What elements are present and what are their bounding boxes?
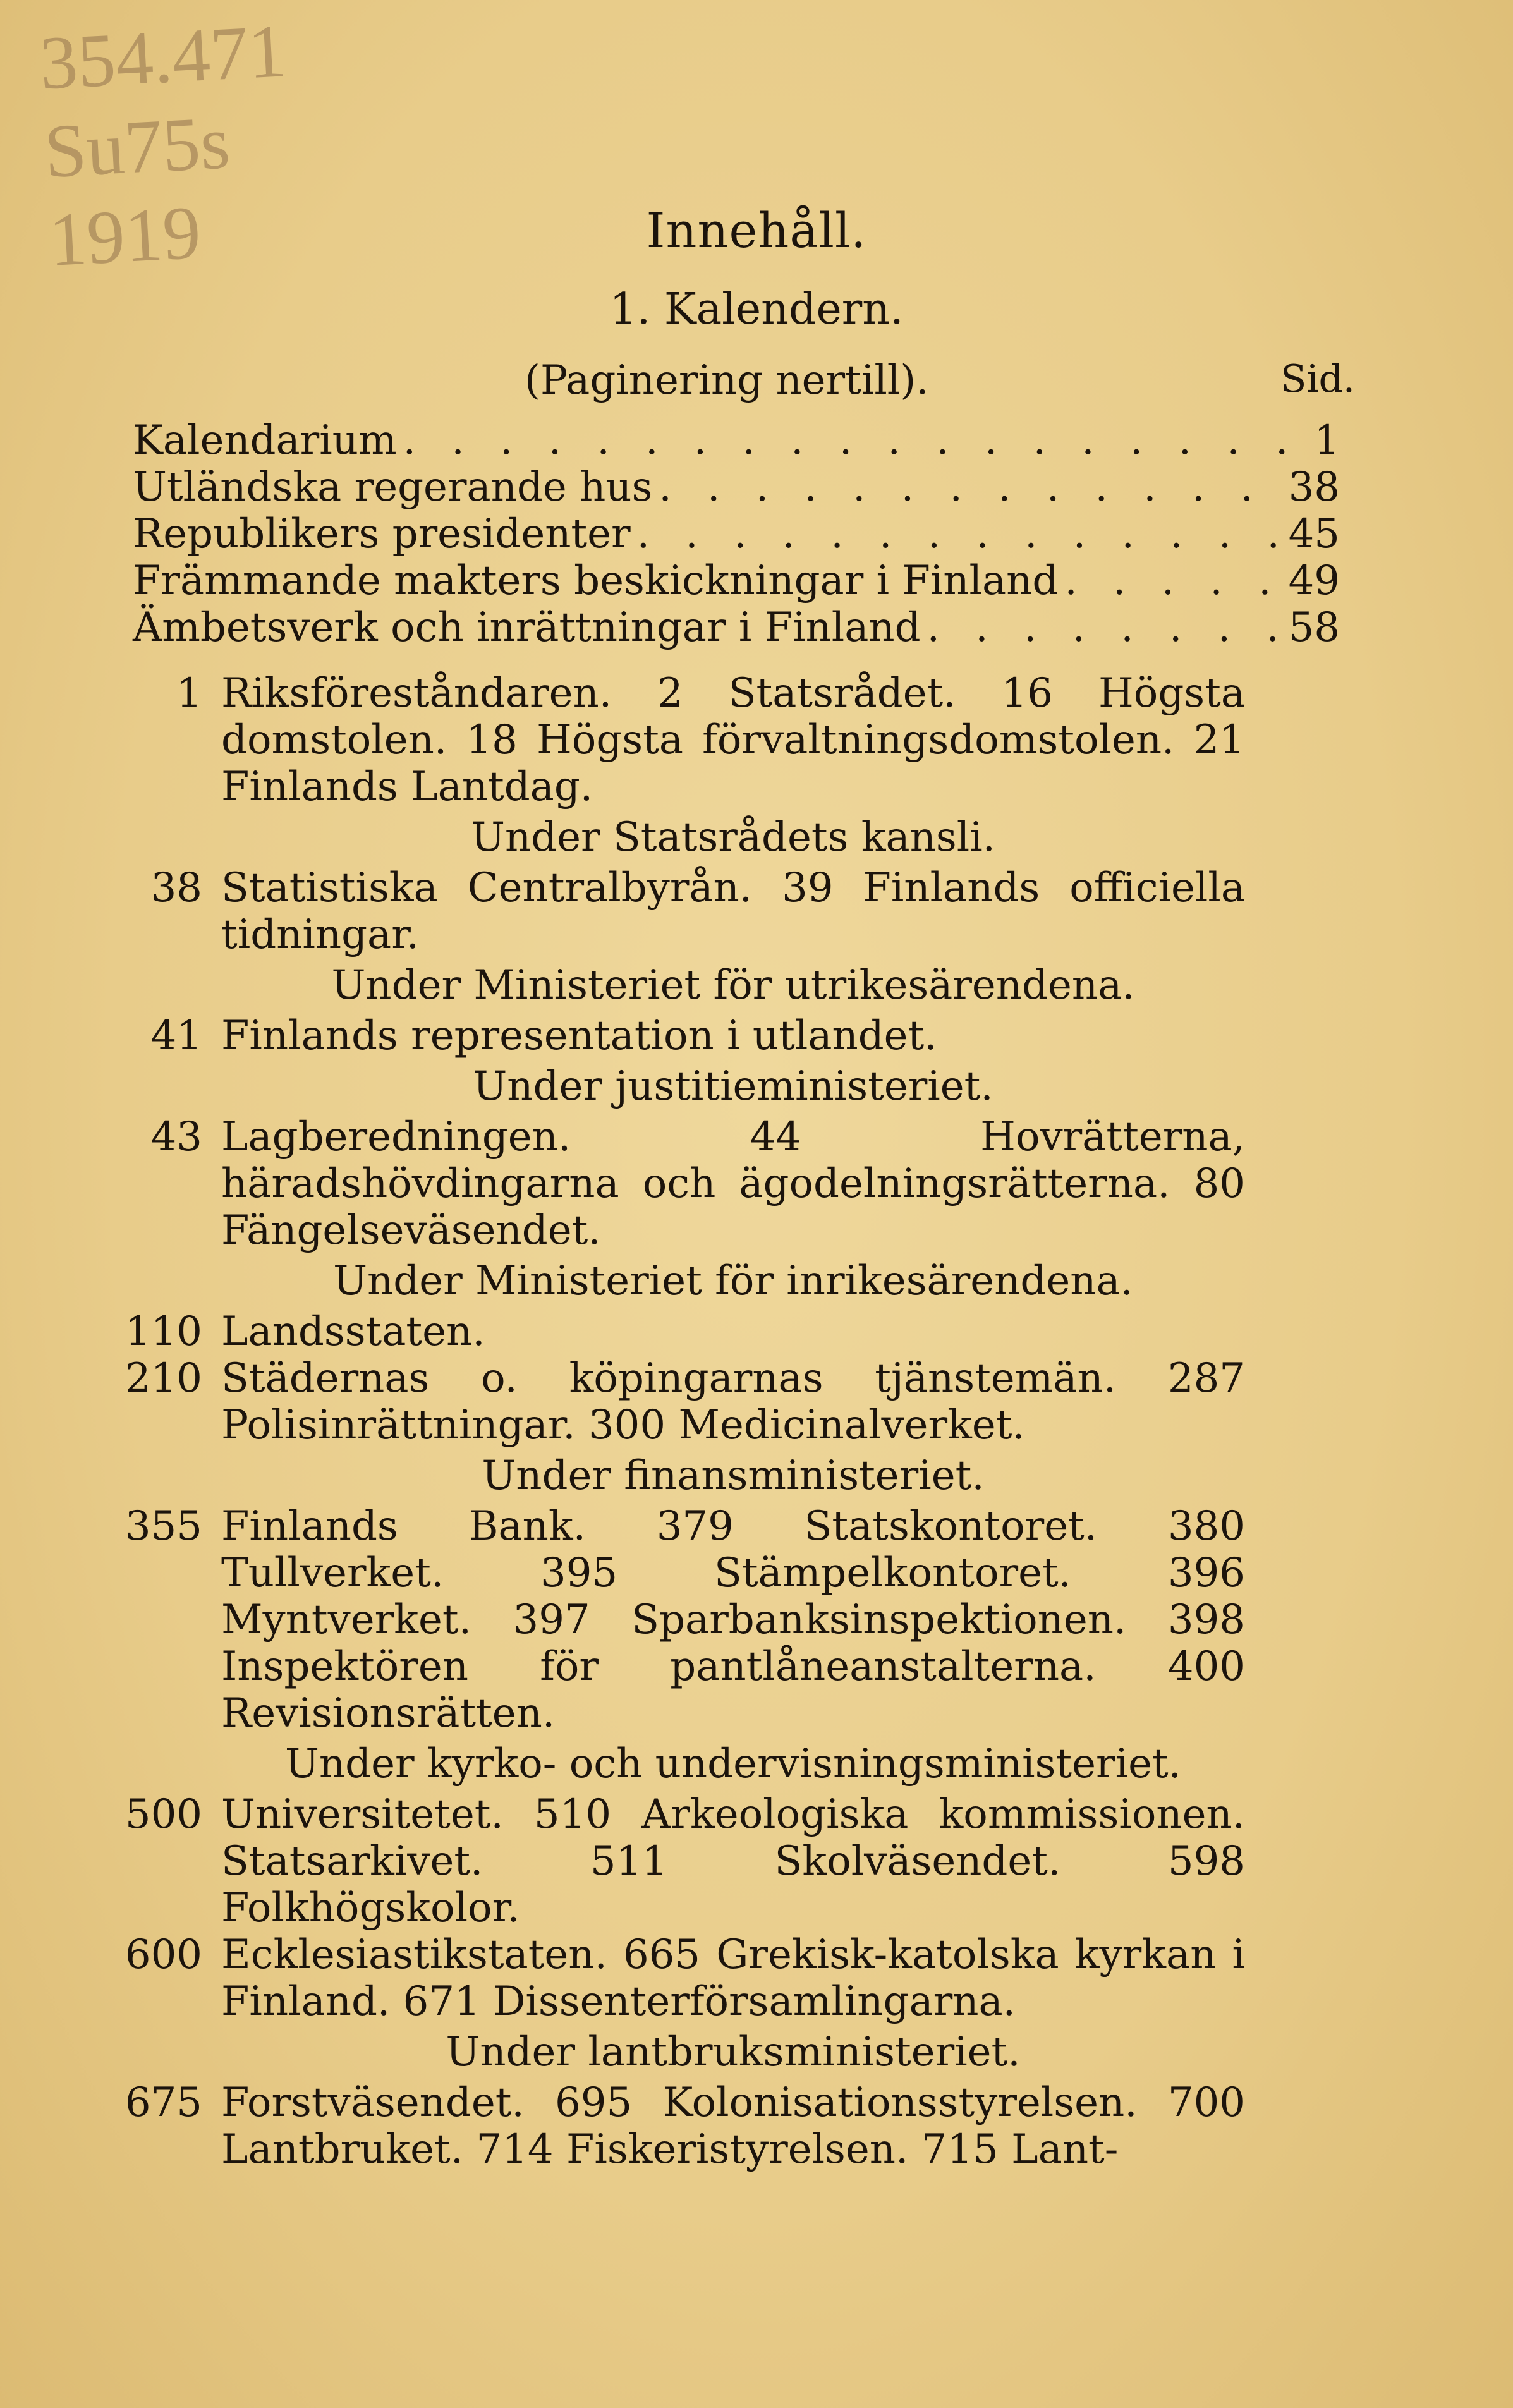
shelfmark-line-2: Su75s [42, 99, 232, 194]
toc-label: Republikers presidenter [133, 511, 631, 557]
entry-text: Städernas o. köpingarnas tjänstemän. 287 Polisinrättningar. 300 Medicinalverket. [221, 1355, 1245, 1449]
contents-entry [120, 1791, 1245, 1931]
entry-page-number: 1 [176, 670, 202, 717]
contents-entry [120, 1114, 1245, 1254]
ministry-heading: Under Ministeriet för inrikesärendena. [333, 1258, 1133, 1304]
contents-entry [120, 1355, 1245, 1449]
toc-leader-dots [659, 464, 1282, 511]
toc-list [133, 417, 1340, 651]
toc-label: Utländska regerande hus [133, 464, 653, 511]
entry-text: Universitetet. 510 Arkeologiska kommissionen. Statsarkivet. 511 Skolväsendet. 598 Folkhögskolor. [221, 1791, 1245, 1931]
section-title: 1. Kalendern. [609, 284, 904, 334]
entry-page-number: 355 [125, 1503, 202, 1550]
entry-text: Statistiska Centralbyrån. 39 Finlands officiella tidningar. [221, 865, 1245, 958]
entry-page-number: 600 [125, 1931, 202, 1978]
contents-entry [120, 1503, 1245, 1737]
toc-row [133, 557, 1340, 604]
toc-row [133, 464, 1340, 511]
toc-leader-dots [927, 604, 1282, 651]
contents-entry [120, 670, 1245, 810]
entry-page-number: 41 [150, 1012, 202, 1059]
toc-page-number: 1 [1314, 417, 1340, 464]
entry-text: Finlands representation i utlandet. [221, 1012, 937, 1059]
toc-leader-dots [1064, 557, 1282, 604]
toc-page-number: 38 [1288, 464, 1340, 511]
ministry-heading: Under finansministeriet. [482, 1452, 985, 1499]
contents-entry [120, 1308, 1245, 1355]
entry-text: Landsstaten. [221, 1308, 485, 1355]
pagination-row [0, 357, 1513, 408]
toc-row [133, 417, 1340, 464]
shelfmark-line-1: 354.471 [37, 8, 288, 106]
contents-entry [120, 1012, 1245, 1059]
toc-label: Ämbetsverk och inrättningar i Finland [133, 604, 921, 651]
contents-body [120, 670, 1245, 2173]
contents-entry [120, 865, 1245, 958]
ministry-heading: Under Ministeriet för utrikesärendena. [331, 962, 1135, 1009]
toc-label: Främmande makters beskickningar i Finland [133, 557, 1059, 604]
toc-row [133, 604, 1340, 651]
toc-leader-dots [403, 417, 1289, 464]
toc-leader-dots [637, 511, 1282, 557]
entry-text: Finlands Bank. 379 Statskontoret. 380 Tullverket. 395 Stämpelkontoret. 396 Myntverket. 397 Sparbanksinspektionen. 398 Inspektören för pantlåneanstalterna. 400 Revisionsrätten. [221, 1503, 1245, 1737]
entry-page-number: 110 [125, 1308, 202, 1355]
entry-text: Riksföreståndaren. 2 Statsrådet. 16 Högsta domstolen. 18 Högsta förvaltningsdomstolen. 21 Finlands Lantdag. [221, 670, 1245, 810]
entry-page-number: 500 [125, 1791, 202, 1838]
page-title: Innehåll. [646, 202, 867, 258]
entry-page-number: 43 [150, 1114, 202, 1160]
toc-page-number: 45 [1288, 511, 1340, 557]
toc-page-number: 58 [1288, 604, 1340, 651]
entry-page-number: 675 [125, 2079, 202, 2126]
toc-label: Kalendarium [133, 417, 397, 464]
ministry-heading: Under Statsrådets kansli. [471, 814, 995, 861]
toc-page-number: 49 [1288, 557, 1340, 604]
shelfmark-line-3: 1919 [47, 190, 203, 282]
page-column-label: Sid. [1280, 357, 1355, 401]
contents-entry [120, 2079, 1245, 2173]
ministry-heading: Under lantbruksministeriet. [446, 2029, 1021, 2076]
entry-text: Lagberedningen. 44 Hovrätterna, häradshövdingarna och ägodelningsrätterna. 80 Fängelseväsendet. [221, 1114, 1245, 1254]
entry-text: Ecklesiastikstaten. 665 Grekisk-katolska kyrkan i Finland. 671 Dissenterförsamlingarna. [221, 1931, 1245, 2025]
pagination-note: (Paginering nertill). [525, 357, 929, 404]
contents-entry [120, 1931, 1245, 2025]
entry-page-number: 210 [125, 1355, 202, 1402]
toc-row [133, 511, 1340, 557]
entry-page-number: 38 [150, 865, 202, 911]
ministry-heading: Under kyrko- och undervisningsministeriet. [284, 1741, 1182, 1787]
entry-text: Forstväsendet. 695 Kolonisationsstyrelsen. 700 Lantbruket. 714 Fiskeristyrelsen. 715 Lant- [221, 2079, 1245, 2173]
ministry-heading: Under justitieministeriet. [473, 1063, 993, 1110]
